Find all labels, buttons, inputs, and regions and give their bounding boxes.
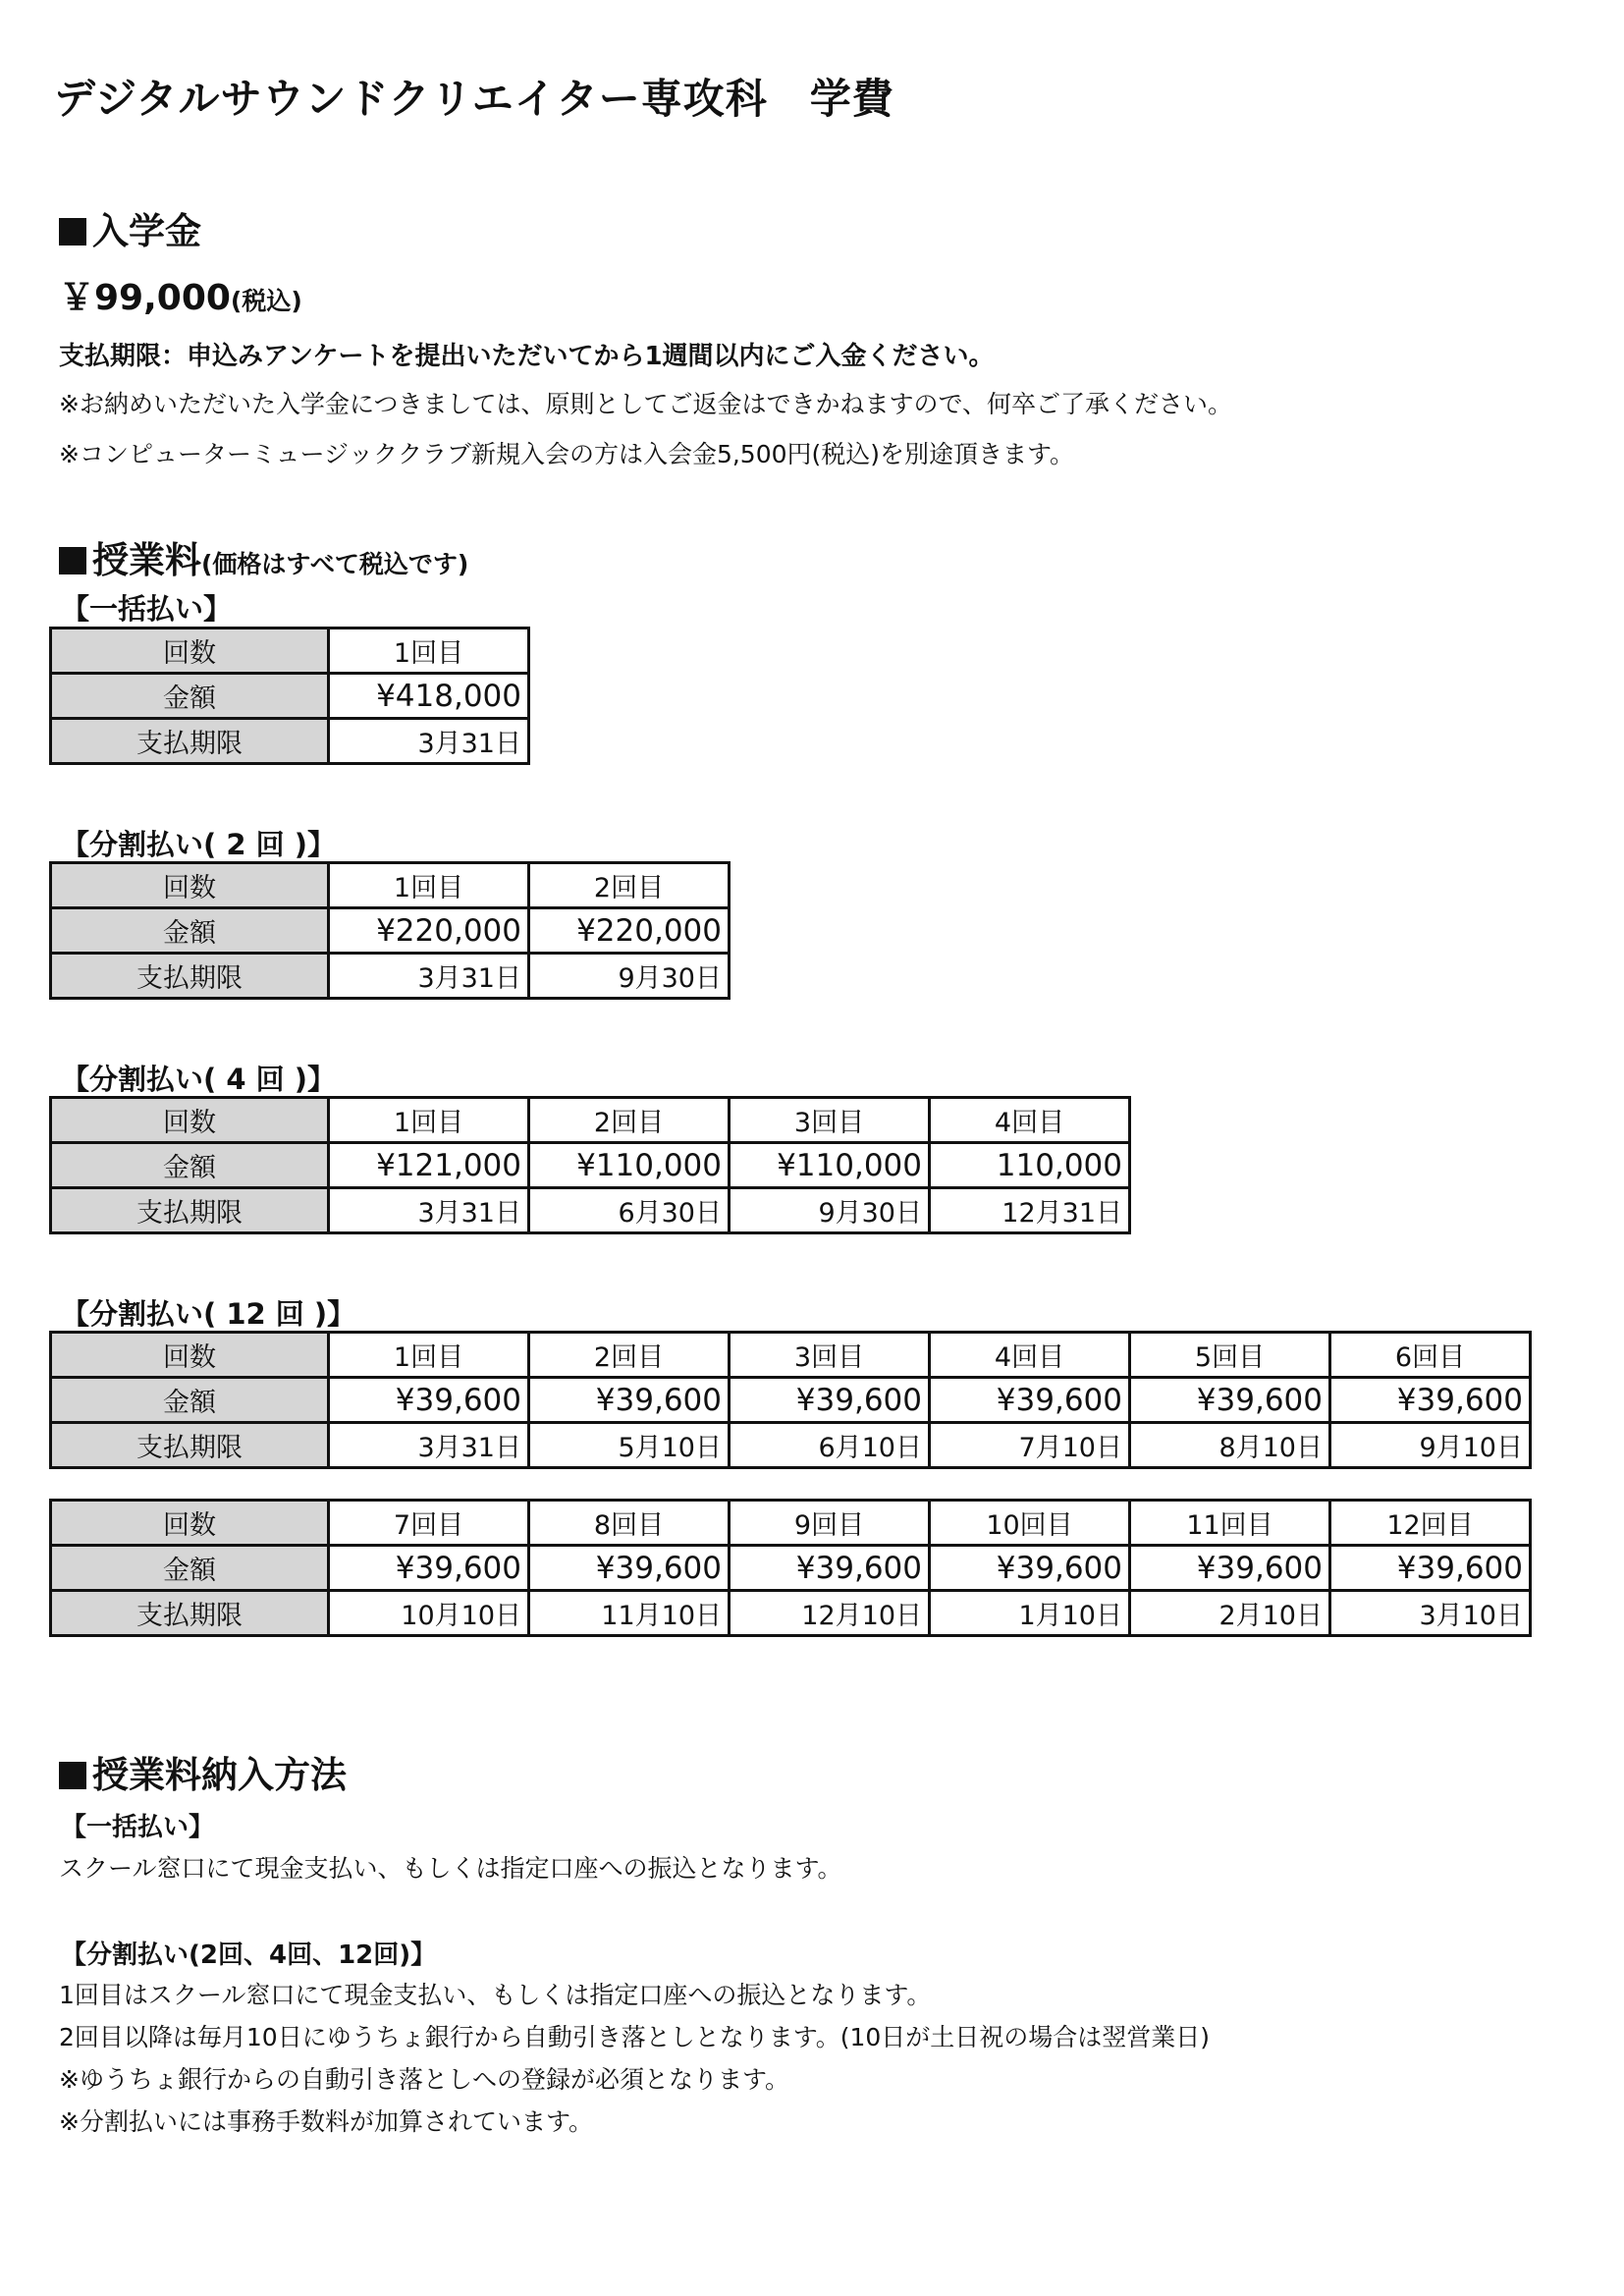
count-cell: 8回目 [529, 1501, 730, 1546]
admission-tax-note: (税込) [230, 287, 302, 315]
date-cell: 1月10日 [930, 1591, 1130, 1636]
tuition-heading-note: (価格はすべて税込です) [201, 550, 469, 578]
date-cell: 11月10日 [529, 1591, 730, 1636]
date-cell: 3月31日 [329, 719, 529, 764]
row-label-count: 回数 [51, 863, 329, 908]
date-cell: 12月10日 [730, 1591, 930, 1636]
amount-cell: ¥220,000 [329, 908, 529, 954]
date-cell: 12月31日 [930, 1188, 1130, 1233]
count-cell: 3回目 [730, 1098, 930, 1143]
date-cell: 3月31日 [329, 1423, 529, 1468]
count-cell: 7回目 [329, 1501, 529, 1546]
amount-row [51, 908, 730, 954]
amount-cell: ¥39,600 [329, 1378, 529, 1423]
count-cell: 10回目 [930, 1501, 1130, 1546]
payment-method-heading [59, 1745, 347, 1798]
count-cell: 2回目 [529, 1333, 730, 1378]
amount-cell: ¥39,600 [930, 1378, 1130, 1423]
amount-cell: ¥418,000 [329, 674, 529, 719]
amount-cell: ¥39,600 [730, 1378, 930, 1423]
amount-cell: ¥121,000 [329, 1143, 529, 1188]
amount-cell: ¥39,600 [329, 1546, 529, 1591]
payment-method-heading-label: 授業料納入方法 [92, 1754, 347, 1796]
date-cell: 6月10日 [730, 1423, 930, 1468]
amount-cell: ¥39,600 [730, 1546, 930, 1591]
row-label-amount: 金額 [51, 1378, 329, 1423]
payment-lump-text: スクール窓口にて現金支払い、もしくは指定口座への振込となります。 [59, 1854, 842, 1883]
row-label-amount: 金額 [51, 908, 329, 954]
payment-installment-line-2: 2回目以降は毎月10日にゆうちょ銀行から自動引き落としとなります。(10日が土日祝の場合は翌営業日) [59, 2023, 1211, 2051]
plan-12-table-2 [49, 1499, 1532, 1637]
date-cell: 3月10日 [1330, 1591, 1531, 1636]
plan-12-title: 【分割払い( 12 回 )】 [61, 1297, 356, 1331]
count-cell: 1回目 [329, 629, 529, 674]
date-row [51, 954, 730, 999]
count-cell: 1回目 [329, 1098, 529, 1143]
payment-lump-title: 【一括払い】 [61, 1813, 215, 1842]
row-label-amount: 金額 [51, 1143, 329, 1188]
count-row [51, 1098, 1130, 1143]
admission-heading-label: 入学金 [92, 210, 201, 252]
plan-4-title: 【分割払い( 4 回 )】 [61, 1063, 336, 1096]
page-title: デジタルサウンドクリエイター専攻科 学費 [54, 75, 894, 123]
tuition-heading [59, 530, 468, 583]
date-row [51, 1591, 1531, 1636]
date-cell: 9月30日 [730, 1188, 930, 1233]
count-cell: 6回目 [1330, 1333, 1531, 1378]
count-cell: 4回目 [930, 1098, 1130, 1143]
admission-fee [59, 270, 302, 320]
payment-installment-title: 【分割払い(2回、4回、12回)】 [61, 1941, 437, 1970]
date-row [51, 1423, 1531, 1468]
square-bullet-icon [59, 547, 86, 574]
amount-cell: ¥39,600 [1130, 1378, 1330, 1423]
row-label-deadline: 支払期限 [51, 719, 329, 764]
count-row [51, 1333, 1531, 1378]
count-cell: 11回目 [1130, 1501, 1330, 1546]
amount-cell: ¥39,600 [1330, 1546, 1531, 1591]
date-cell: 8月10日 [1130, 1423, 1330, 1468]
plan-2-table [49, 861, 731, 1000]
square-bullet-icon [59, 218, 86, 246]
date-cell: 6月30日 [529, 1188, 730, 1233]
count-cell: 1回目 [329, 863, 529, 908]
date-cell: 3月31日 [329, 1188, 529, 1233]
admission-note-2: ※コンピューターミュージッククラブ新規入会の方は入会金5,500円(税込)を別途頂きます。 [59, 440, 1075, 468]
date-cell: 2月10日 [1130, 1591, 1330, 1636]
count-cell: 1回目 [329, 1333, 529, 1378]
count-row [51, 863, 730, 908]
payment-installment-line-1: 1回目はスクール窓口にて現金支払い、もしくは指定口座への振込となります。 [59, 1981, 932, 2009]
count-row [51, 629, 529, 674]
date-row [51, 719, 529, 764]
date-cell: 10月10日 [329, 1591, 529, 1636]
payment-installment-line-4: ※分割払いには事務手数料が加算されています。 [59, 2107, 593, 2136]
plan-2-title: 【分割払い( 2 回 )】 [61, 828, 336, 861]
row-label-deadline: 支払期限 [51, 1188, 329, 1233]
amount-cell: ¥220,000 [529, 908, 730, 954]
plan-lump-title: 【一括払い】 [61, 592, 233, 626]
amount-row [51, 1143, 1130, 1188]
count-cell: 2回目 [529, 1098, 730, 1143]
row-label-count: 回数 [51, 1333, 329, 1378]
amount-cell: ¥110,000 [529, 1143, 730, 1188]
amount-cell: 110,000 [930, 1143, 1130, 1188]
row-label-count: 回数 [51, 1501, 329, 1546]
row-label-deadline: 支払期限 [51, 1423, 329, 1468]
date-cell: 3月31日 [329, 954, 529, 999]
payment-installment-line-3: ※ゆうちょ銀行からの自動引き落としへの登録が必須となります。 [59, 2065, 789, 2094]
date-cell: 9月30日 [529, 954, 730, 999]
date-cell: 9月10日 [1330, 1423, 1531, 1468]
amount-row [51, 1546, 1531, 1591]
admission-deadline: 支払期限：申込みアンケートを提出いただいてから1週間以内にご入金ください。 [59, 342, 995, 371]
amount-cell: ¥39,600 [1330, 1378, 1531, 1423]
count-cell: 2回目 [529, 863, 730, 908]
row-label-amount: 金額 [51, 674, 329, 719]
amount-row [51, 674, 529, 719]
row-label-amount: 金額 [51, 1546, 329, 1591]
plan-4-table [49, 1096, 1131, 1234]
admission-heading [59, 201, 201, 254]
date-cell: 5月10日 [529, 1423, 730, 1468]
plan-12-table-1 [49, 1331, 1532, 1469]
count-cell: 5回目 [1130, 1333, 1330, 1378]
date-row [51, 1188, 1130, 1233]
tuition-heading-label: 授業料 [92, 539, 201, 581]
amount-cell: ¥39,600 [1130, 1546, 1330, 1591]
amount-row [51, 1378, 1531, 1423]
row-label-deadline: 支払期限 [51, 954, 329, 999]
row-label-count: 回数 [51, 1098, 329, 1143]
row-label-count: 回数 [51, 629, 329, 674]
square-bullet-icon [59, 1762, 86, 1789]
plan-lump-table [49, 627, 530, 765]
count-cell: 3回目 [730, 1333, 930, 1378]
admission-amount: ￥99,000 [59, 278, 231, 318]
count-cell: 12回目 [1330, 1501, 1531, 1546]
amount-cell: ¥110,000 [730, 1143, 930, 1188]
amount-cell: ¥39,600 [529, 1378, 730, 1423]
date-cell: 7月10日 [930, 1423, 1130, 1468]
row-label-deadline: 支払期限 [51, 1591, 329, 1636]
admission-note-1: ※お納めいただいた入学金につきましては、原則としてご返金はできかねますので、何卒ご了承ください。 [59, 390, 1232, 418]
amount-cell: ¥39,600 [529, 1546, 730, 1591]
count-row [51, 1501, 1531, 1546]
amount-cell: ¥39,600 [930, 1546, 1130, 1591]
count-cell: 4回目 [930, 1333, 1130, 1378]
count-cell: 9回目 [730, 1501, 930, 1546]
